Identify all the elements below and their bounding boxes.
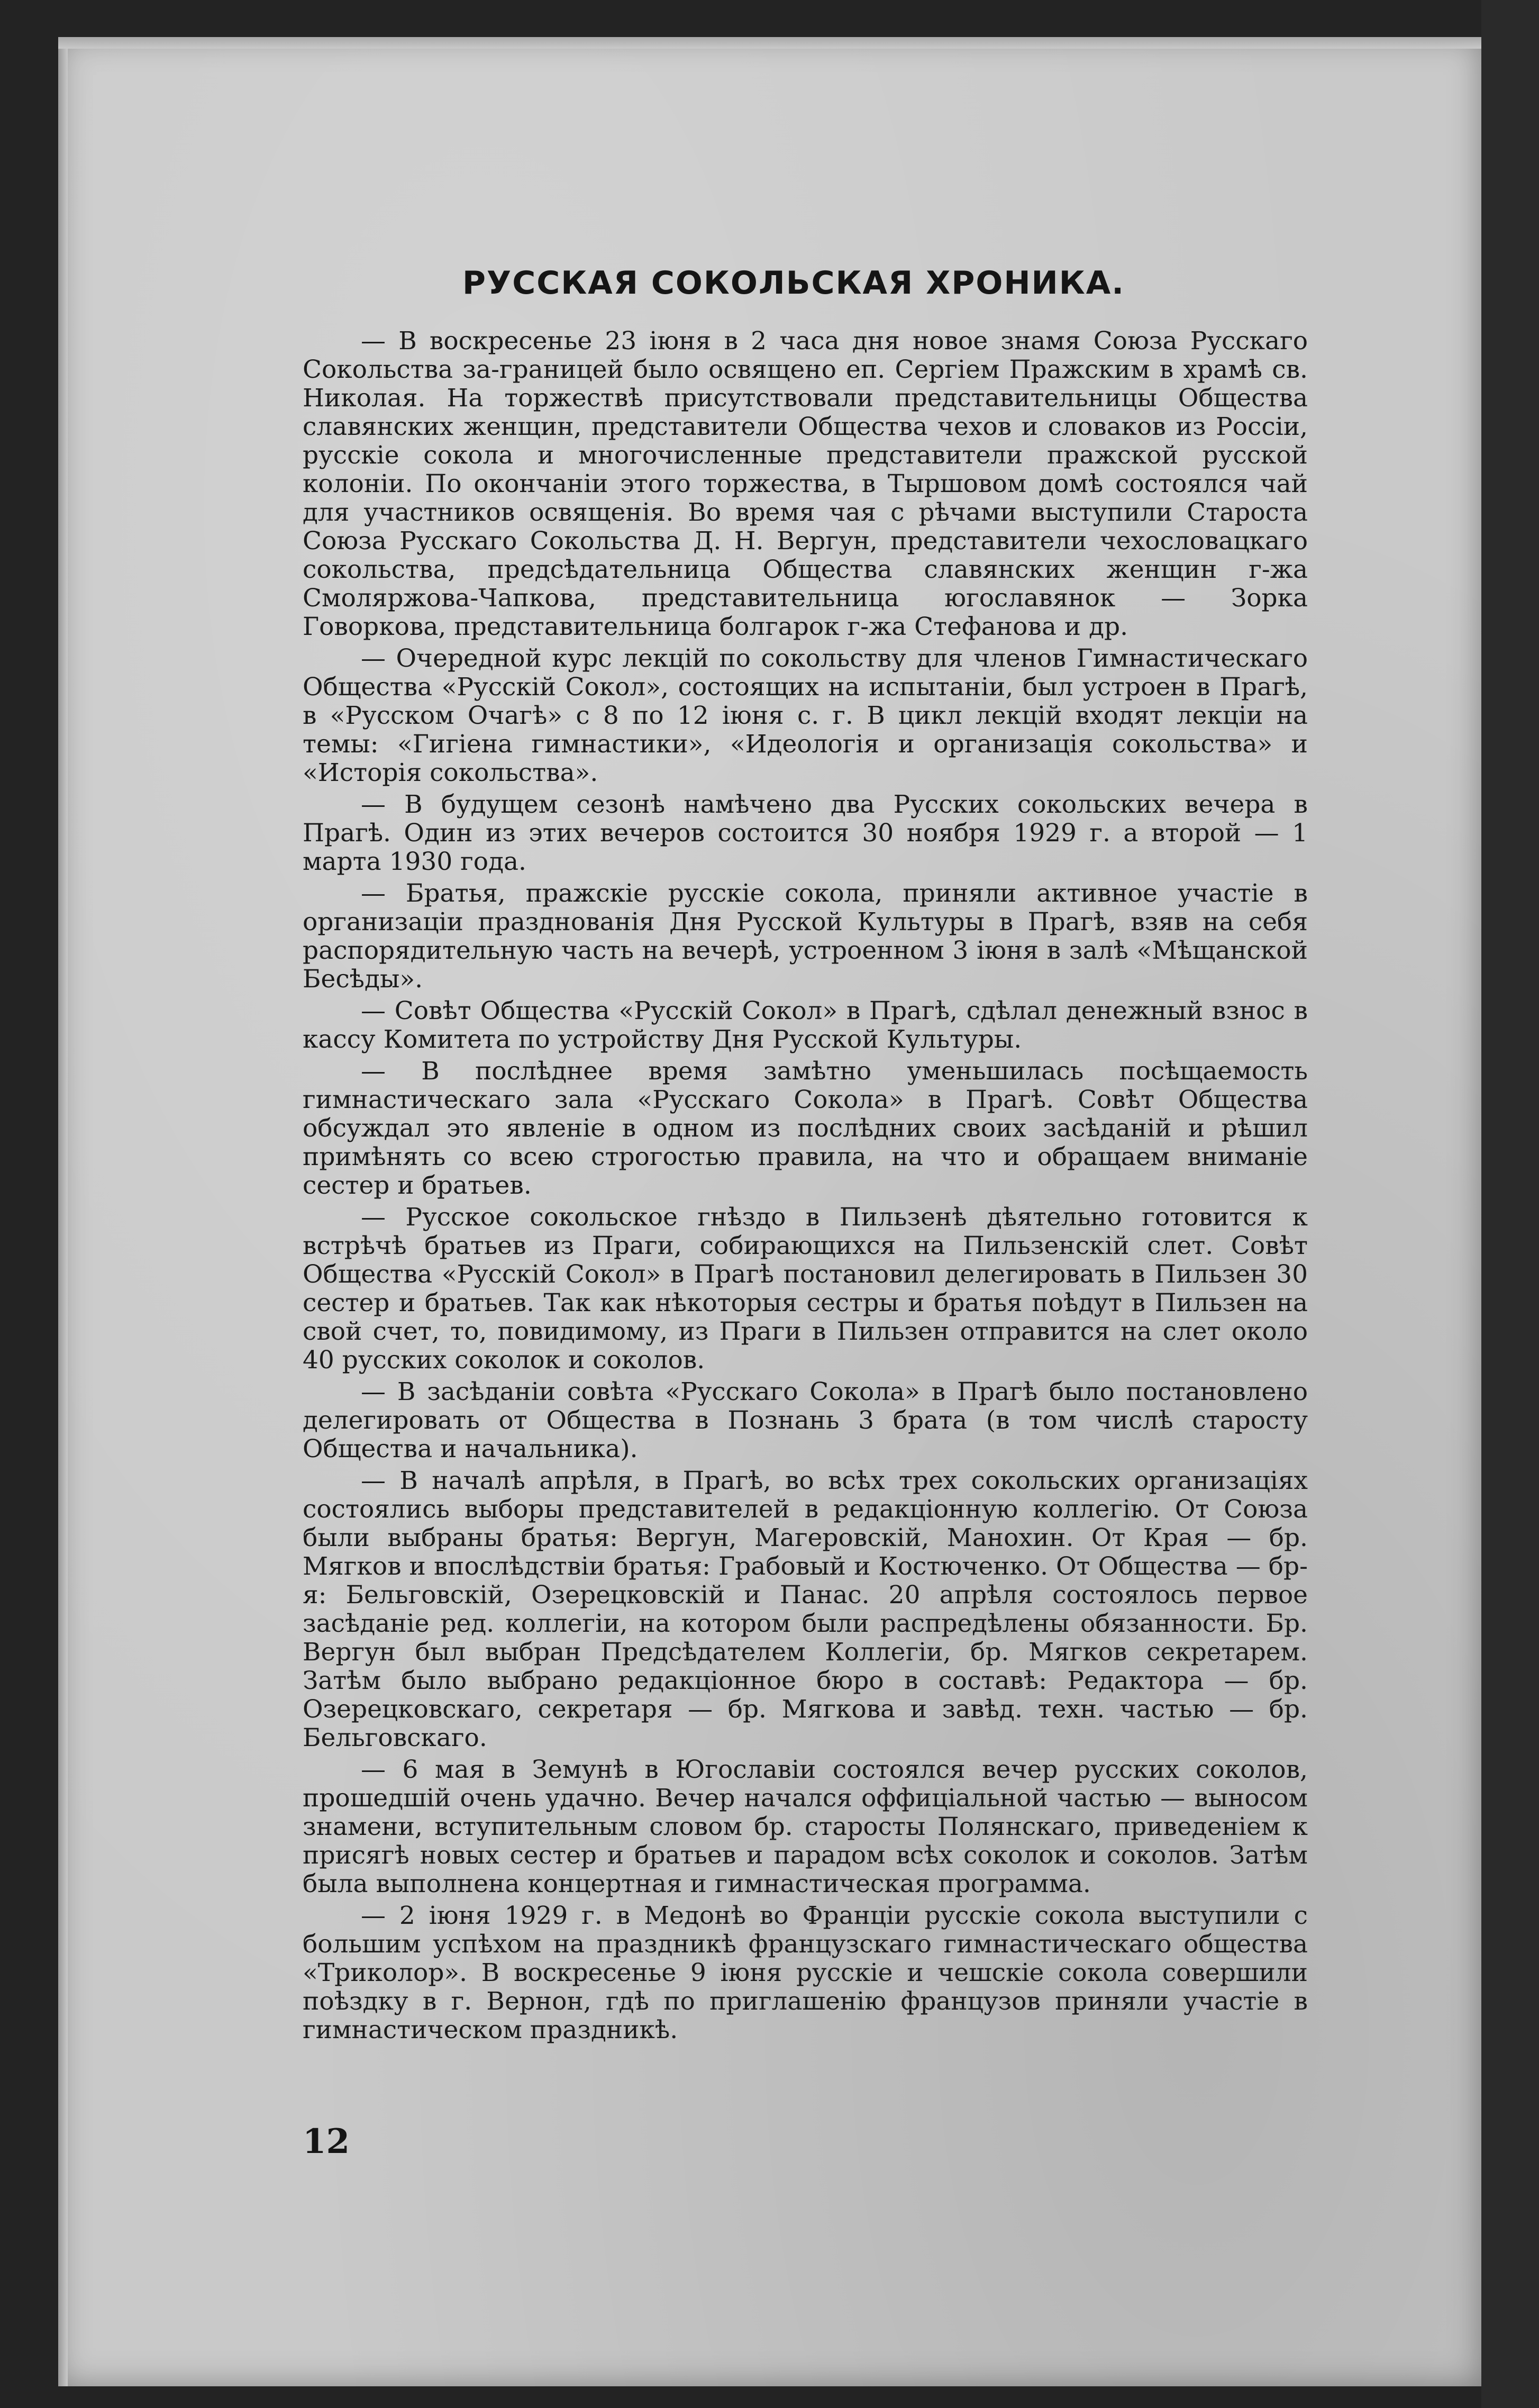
paragraph-lecture-course: — Очередной курс лекцій по сокольству для членов Гимнастическаго Общества «Русскій Сокол», состоящих на испытаніи, был устроен в Прагѣ, в «Русском Очагѣ» с 8 по 12 іюня с. г. В цикл лекцій входят лекціи на темы: «Гигіена гимнастики», «Идеологія и организація сокольства» и «Исторія сокольства».	[303, 644, 1308, 787]
paragraph-zemun-evening: — 6 мая в Земунѣ в Югославіи состоялся вечер русских соколов, прошедшій очень удачно. Вечер начался оффиціальной частью — выносом знамени, вступительным словом бр. старосты Полянскаго, приведеніем к присягѣ новых сестер и братьев и парадом всѣх соколок и соколов. Затѣм была выполнена концертная и гимнастическая программа.	[303, 1755, 1308, 1898]
paragraph-season-evenings: — В будущем сезонѣ намѣчено два Русских сокольских вечера в Прагѣ. Один из этих вечеров состоится 30 ноября 1929 г. а второй — 1 марта 1930 года.	[303, 790, 1308, 876]
paragraph-poznan-delegation: — В засѣданіи совѣта «Русскаго Сокола» в Прагѣ было постановлено делегировать от Общества в Познань 3 брата (в том числѣ старосту Общества и начальника).	[303, 1377, 1308, 1464]
page-number: 12	[303, 2122, 350, 2161]
page-binding-edge	[58, 37, 68, 2386]
page-top-edge	[58, 37, 1481, 49]
paragraph-banner-consecration: — В воскресенье 23 іюня в 2 часа дня новое знамя Союза Русскаго Сокольства за-границей было освящено еп. Сергіем Пражским в храмѣ св. Николая. На торжествѣ присутствовали представительницы Общества славянских женщин, представители Общества чехов и словаков из Россіи, русскіе сокола и многочисленные представители пражской русской колоніи. По окончаніи этого торжества, в Тыршовом домѣ состоялся чай для участников освященія. Во время чая с рѣчами выступили Староста Союза Русскаго Сокольства Д. Н. Вергун, представители чехословацкаго сокольства, предсѣдательница Общества славянских женщин г-жа Смоляржова-Чапкова, представительница югославянок — Зорка Говоркова, представительница болгарок г-жа Стефанова и др.	[303, 326, 1308, 641]
chronicle-title: РУССКАЯ СОКОЛЬСКАЯ ХРОНИКА.	[462, 265, 1125, 302]
paragraph-editorial-board: — В началѣ апрѣля, в Прагѣ, во всѣх трех сокольских организаціях состоялись выборы представителей в редакціонную коллегію. От Союза были выбраны братья: Вергун, Магеровскій, Манохин. От Края — бр. Мягков и впослѣдствіи братья: Грабовый и Костюченко. От Общества — бр-я: Бельговскій, Озерецковскій и Панас. 20 апрѣля состоялось первое засѣданіе ред. коллегіи, на котором были распредѣлены обязанности. Бр. Вергун был выбран Предсѣдателем Коллегіи, бр. Мягков секретарем. Затѣм было выбрано редакціонное бюро в составѣ: Редактора — бр. Озерецковскаго, секретаря — бр. Мягкова и завѣд. техн. частью — бр. Бельговскаго.	[303, 1466, 1308, 1752]
paragraph-culture-day: — Братья, пражскіе русскіе сокола, приняли активное участіе в организаціи празднованія Дня Русской Культуры в Прагѣ, взяв на себя распорядительную часть на вечерѣ, устроенном 3 іюня в залѣ «Мѣщанской Бесѣды».	[303, 879, 1308, 994]
paragraph-donation: — Совѣт Общества «Русскій Сокол» в Прагѣ, сдѣлал денежный взнос в кассу Комитета по устройству Дня Русской Культуры.	[303, 996, 1308, 1054]
chronicle-body	[303, 327, 1308, 2048]
paragraph-meudon-tricolor: — 2 іюня 1929 г. в Медонѣ во Франціи русскіе сокола выступили с большим успѣхом на праздникѣ французскаго гимнастическаго общества «Триколор». В воскресенье 9 іюня русскіе и чешскіе сокола совершили поѣздку в г. Вернон, гдѣ по приглашенію французов приняли участіе в гимнастическом праздникѣ.	[303, 1901, 1308, 2044]
paragraph-attendance: — В послѣднее время замѣтно уменьшилась посѣщаемость гимнастическаго зала «Русскаго Сокола» в Прагѣ. Совѣт Общества обсуждал это явленіе в одном из послѣдних своих засѣданій и рѣшил примѣнять со всею строгостью правила, на что и обращаем вниманіе сестер и братьев.	[303, 1057, 1308, 1200]
paragraph-pilsen-slet: — Русское сокольское гнѣздо в Пильзенѣ дѣятельно готовится к встрѣчѣ братьев из Праги, собирающихся на Пильзенскій слет. Совѣт Общества «Русскій Сокол» в Прагѣ постановил делегировать в Пильзен 30 сестер и братьев. Так как нѣкоторыя сестры и братья поѣдут в Пильзен на свой счет, то, повидимому, из Праги в Пильзен отправится на слет около 40 русских соколок и соколов.	[303, 1203, 1308, 1375]
scan-dark-margin	[1481, 0, 1539, 2408]
